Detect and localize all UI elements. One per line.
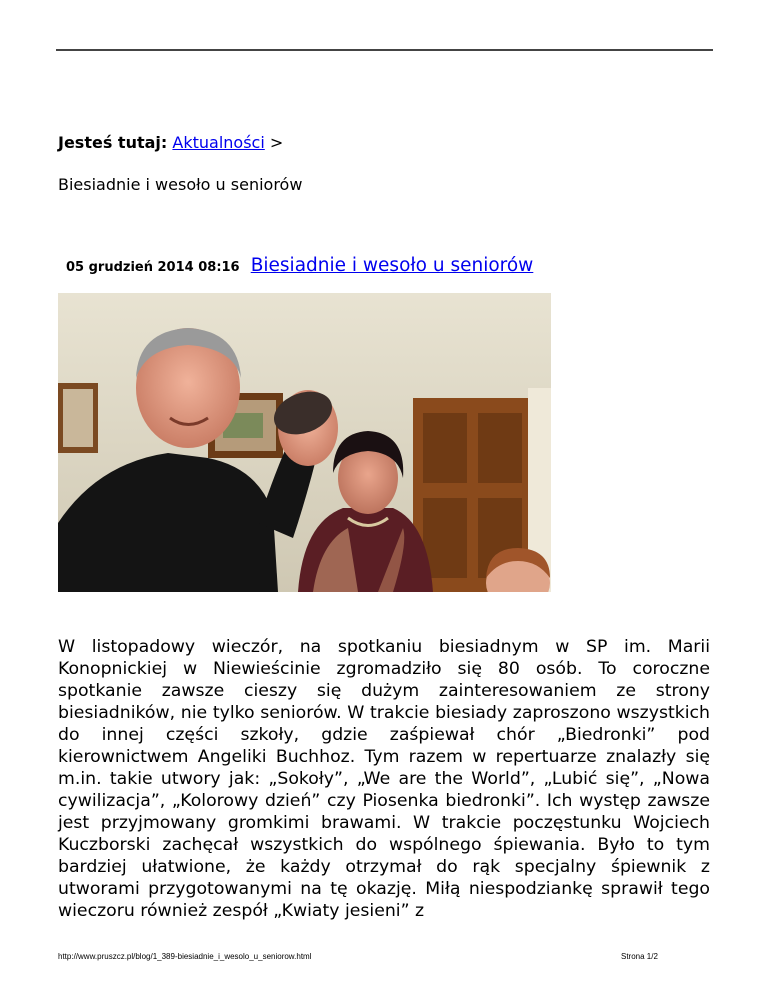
footer-url: http://www.pruszcz.pl/blog/1_389-biesiadnie_i_wesolo_u_seniorow.html — [58, 952, 312, 961]
article-photo — [58, 293, 551, 592]
article-header — [66, 255, 533, 276]
article-date: 05 grudzień 2014 08:16 — [66, 260, 240, 275]
footer-page-number: Strona 1/2 — [621, 952, 658, 961]
breadcrumb — [58, 133, 283, 153]
breadcrumb-label: Jesteś tutaj: — [58, 133, 168, 152]
article-title-link[interactable]: Biesiadnie i wesoło u seniorów — [250, 255, 534, 276]
header-rule — [56, 49, 713, 51]
article-photo-image — [58, 293, 551, 592]
breadcrumb-separator: > — [269, 133, 284, 152]
article-body: W listopadowy wieczór, na spotkaniu biesiadnym w SP im. Marii Konopnickiej w Niewieścinie zgromadziło się 80 osób. To coroczne spotkanie zawsze cieszy się dużym zainteresowaniem ze strony biesiadników, nie tylko seniorów. W trakcie biesiady zaproszono wszystkich do innej części szkoły, gdzie zaśpiewał chór „Biedronki” pod kierownictwem Angeliki Buchhoz. Tym razem w repertuarze znalazły się m.in. takie utwory jak: „Sokoły”, „We are the World”, „Lubić się”, „Nowa cywilizacja”, „Kolorowy dzień” czy Piosenka biedronki”. Ich występ zawsze jest przyjmowany gromkimi brawami. W trakcie poczęstunku Wojciech Kuczborski zachęcał wszystkich do wspólnego śpiewania. Było to tym bardziej ułatwione, że każdy otrzymał do rąk specjalny śpiewnik z utworami przygotowanymi na tę okazję. Miłą niespodziankę sprawił tego wieczoru również zespół „Kwiaty jesieni” z — [58, 637, 710, 921]
breadcrumb-link-aktualnosci[interactable]: Aktualności — [172, 133, 265, 152]
page-subtitle: Biesiadnie i wesoło u seniorów — [58, 175, 303, 194]
